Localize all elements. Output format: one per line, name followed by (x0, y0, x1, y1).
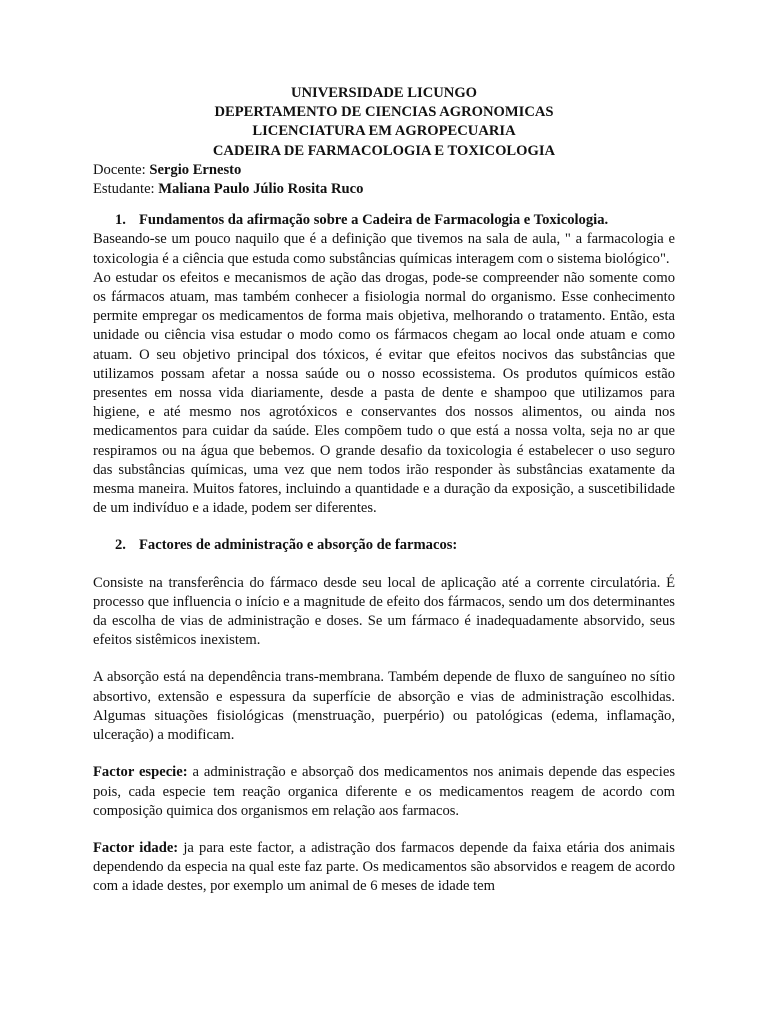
estudante-name: Maliana Paulo Júlio Rosita Ruco (158, 181, 364, 198)
course-name: LICENCIATURA EM AGROPECUARIA (252, 123, 516, 140)
docente-line (93, 161, 675, 180)
section-1-number: 1. (115, 212, 126, 229)
docente-label: Docente: (93, 161, 150, 178)
section-2-paragraph-1: Consiste na transferência do fármaco desde seu local de aplicação até a corrente circulatória. É processo que influencia o início e a magnitude de efeito dos fármacos, sendo um dos determinantes da escolha de vias de administração e doses. Se um fármaco é inadequadamente absorvido, seus efeitos sistêmicos inexistem. (93, 574, 675, 649)
department-name: DEPERTAMENTO DE CIENCIAS AGRONOMICAS (214, 104, 554, 121)
estudante-label: Estudante: (93, 181, 159, 198)
factor-idade-label: Factor idade: (93, 839, 179, 856)
document-page (93, 84, 675, 897)
docente-name: Sergio Ernesto (149, 161, 242, 178)
section-2-number: 2. (115, 537, 126, 554)
factor-especie-paragraph (93, 763, 675, 821)
section-2-heading (93, 536, 675, 555)
factor-idade-paragraph (93, 839, 675, 897)
section-2-title: Factores de administração e absorção de farmacos: (139, 537, 458, 554)
section-1-title: Fundamentos da afirmação sobre a Cadeira de Farmacologia e Toxicologia. (139, 212, 609, 229)
factor-especie-label: Factor especie: (93, 764, 188, 781)
estudante-line (93, 180, 675, 199)
subject-name: CADEIRA DE FARMACOLOGIA E TOXICOLOGIA (212, 142, 556, 159)
university-name: UNIVERSIDADE LICUNGO (290, 85, 478, 101)
section-1-paragraph-2: Ao estudar os efeitos e mecanismos de ação das drogas, pode-se compreender não somente como os fármacos atuam, mas também conhecer a fisiologia normal do organismo. Esse conhecimento permite empregar os medicamentos de forma mais objetiva, melhorando o tratamento. Então, esta unidade ou ciência visa estudar o modo como os fármacos chegam ao local onde atuam e como atuam. O seu objetivo principal dos tóxicos, é evitar que efeitos nocivos das substâncias que utilizamos possam afetar a nossa saúde ou o nosso ecossistema. Os produtos químicos estão presentes em nossa vida diariamente, desde a pasta de dente e shampoo que utilizamos para higiene, e até mesmo nos agrotóxicos e conservantes dos nossos alimentos, ou ainda nos medicamentos para cuidar da saúde. Eles compõem tudo o que está a nossa volta, seja no ar que respiramos ou na água que bebemos. O grande desafio da toxicologia é estabelecer o uso seguro das substâncias químicas, uma vez que nem todos irão responder às substâncias exatamente da mesma maneira. Muitos fatores, incluindo a quantidade e a duração da exposição, a suscetibilidade de um indivíduo e a idade, podem ser diferentes. (93, 269, 675, 517)
factor-idade-text: ja para este factor, a adistração dos farmacos depende da faixa etária dos animais dependendo da especia na qual este faz parte. Os medicamentos são absorvidos e reagem de acordo com a idade destes, por exemplo um animal de 6 meses de idade tem (93, 839, 675, 895)
factor-especie-text: a administração e absorçaõ dos medicamentos nos animais depende das especies pois, cada especie tem reação organica diferente e os medicamentos reagem de acordo com composição quimica dos organismos em relação aos farmacos. (93, 764, 675, 819)
section-2-paragraph-2: A absorção está na dependência trans-membrana. Também depende de fluxo de sanguíneo no sítio absortivo, extensão e espessura da superfície de absorção e vias de administração escolhidas. Algumas situações fisiológicas (menstruação, puerpério) ou patológicas (edema, inflamação, ulceração) a modificam. (93, 669, 675, 744)
section-1-paragraph-1: Baseando-se um pouco naquilo que é a definição que tivemos na sala de aula, " a farmacologia e toxicologia é a ciência que estuda como substâncias químicas interagem com o sistema biológico". (93, 231, 675, 267)
section-1-heading (93, 211, 675, 230)
